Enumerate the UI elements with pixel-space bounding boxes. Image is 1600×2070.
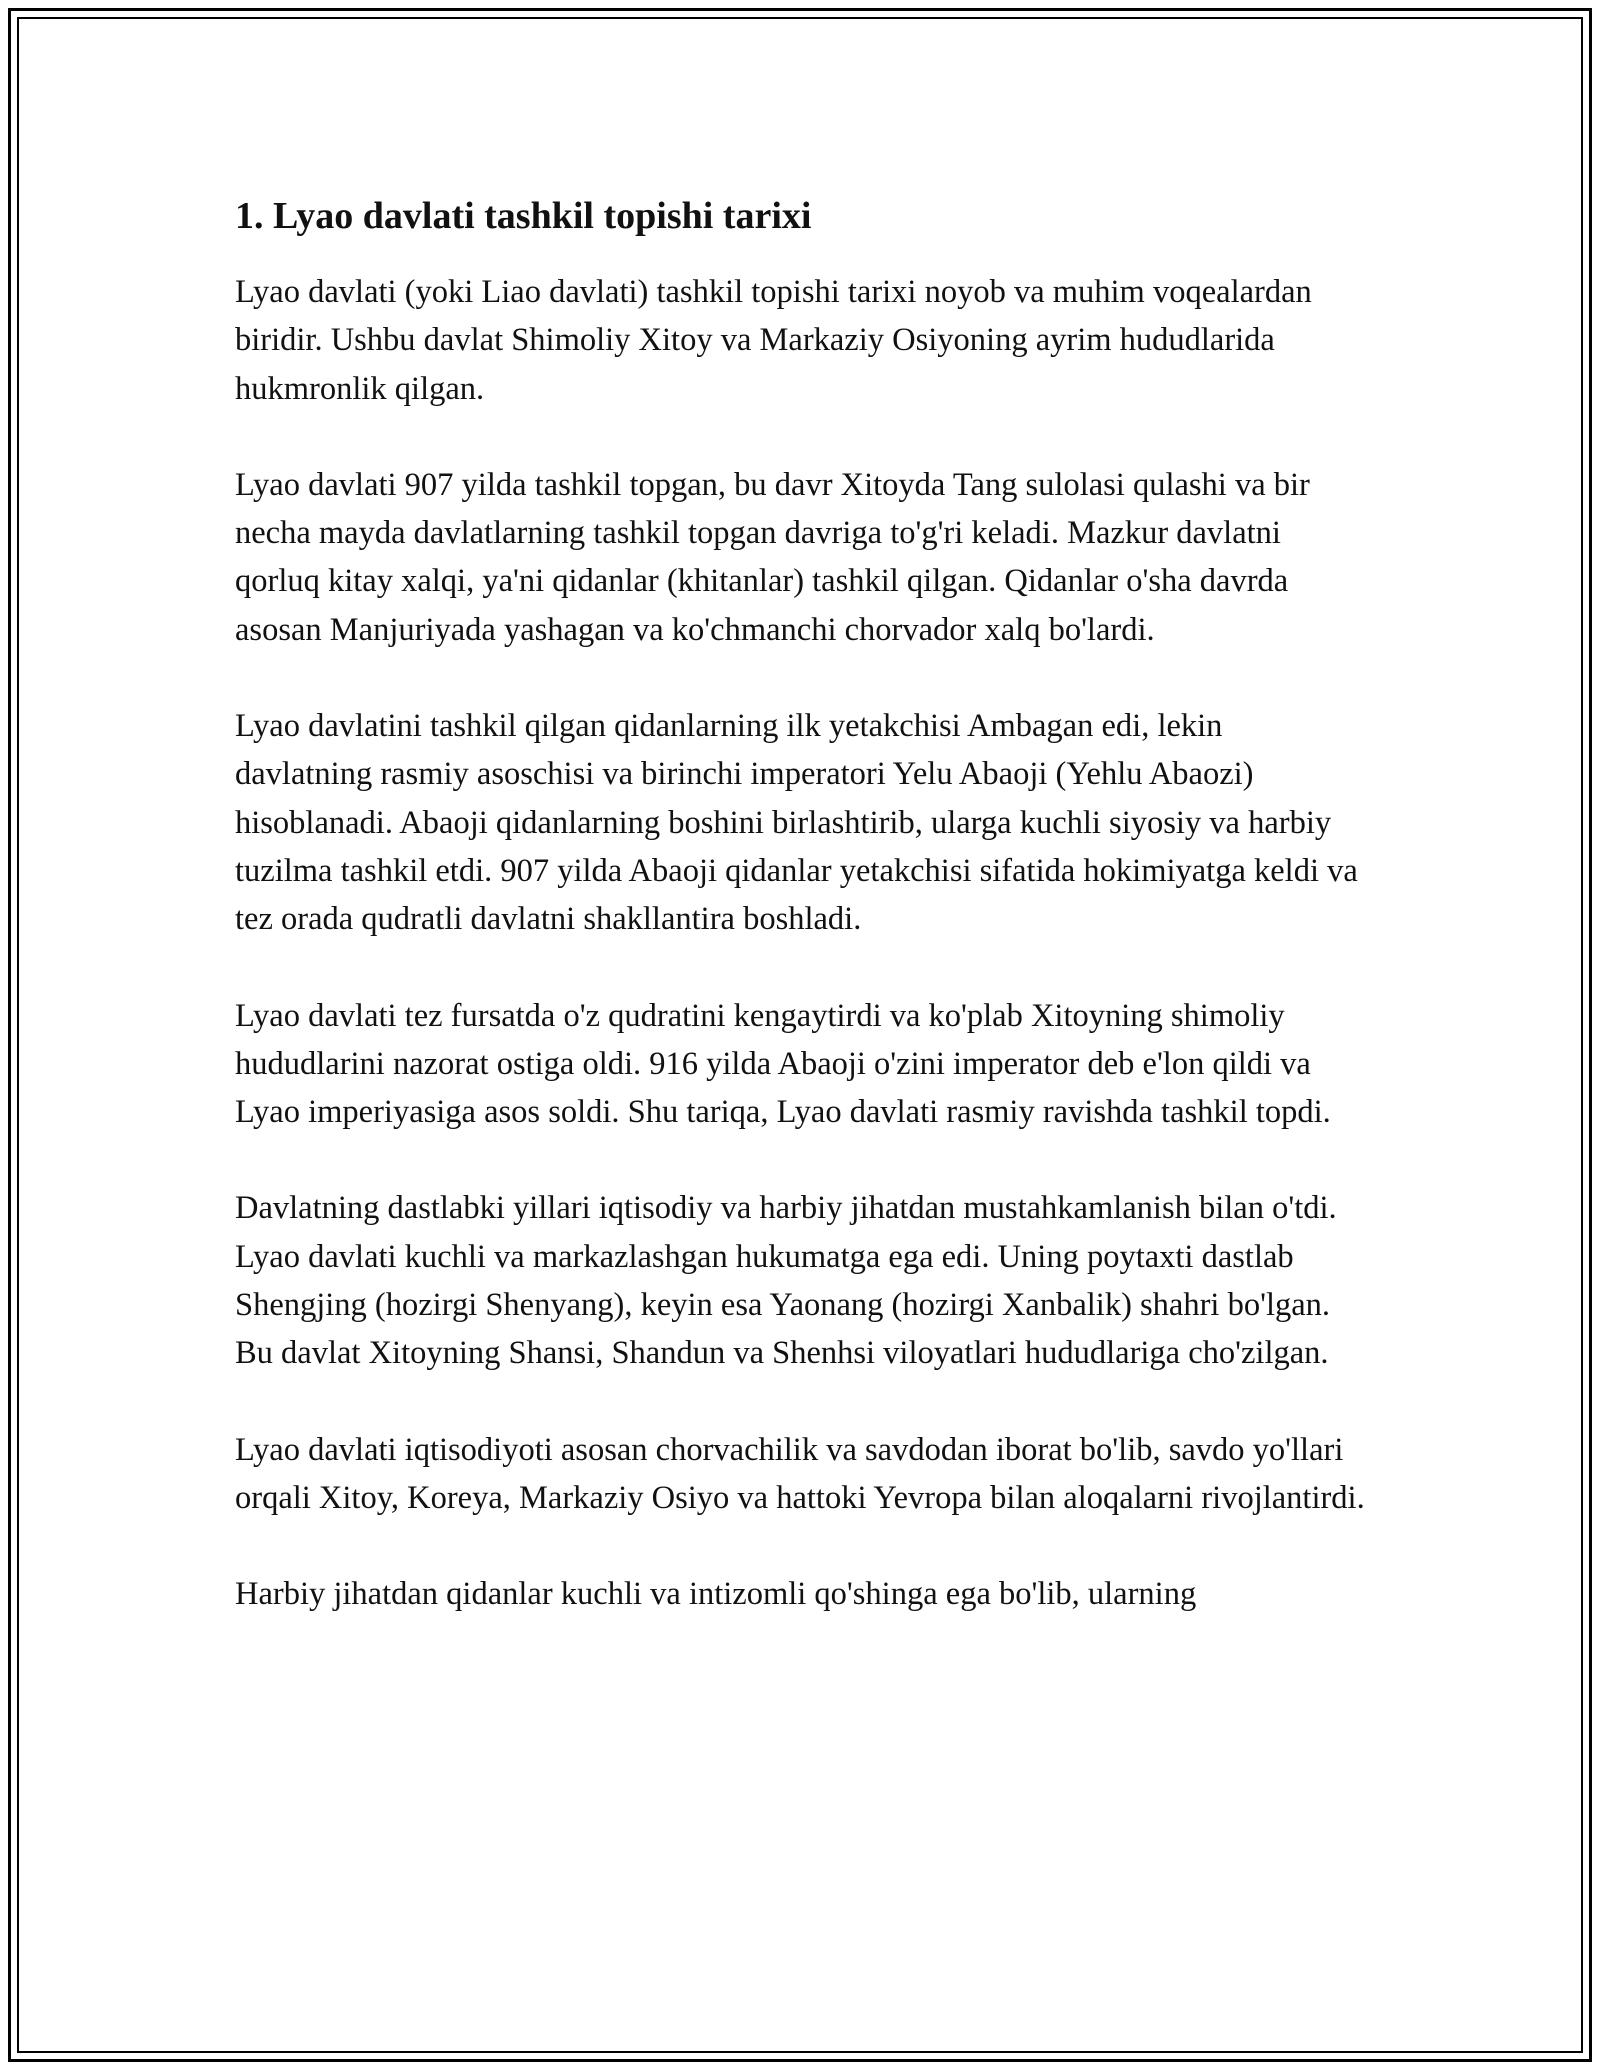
paragraph-5: Davlatning dastlabki yillari iqtisodiy va harbiy jihatdan mustahkamlanish bilan o'tdi. Lyao davlati kuchli va markazlashgan hukumatga ega edi. Uning poytaxti dastlab Shengjing (hozirgi Shenyang), keyin esa Yaonang (hozirgi Xanbalik) shahri bo'lgan. Bu davlat Xitoyning Shansi, Shandun va Shenhsi viloyatlari hududlariga cho'zilgan. xyxy=(235,1190,1337,1372)
section-heading: 1. Lyao davlati tashkil topishi tarixi xyxy=(235,195,812,237)
paragraph-2: Lyao davlati 907 yilda tashkil topgan, bu davr Xitoyda Tang sulolasi qulashi va bir necha mayda davlatlarning tashkil topgan davriga to'g'ri keladi. Mazkur davlatni qorluq kitay xalqi, ya'ni qidanlar (khitanlar) tashkil qilgan. Qidanlar o'sha davrda asosan Manjuriyada yashagan va ko'chmanchi chorvador xalq bo'lardi. xyxy=(235,466,1310,648)
paragraph-1: Lyao davlati (yoki Liao davlati) tashkil topishi tarixi noyob va muhim voqealardan biridir. Ushbu davlat Shimoliy Xitoy va Markaziy Osiyoning ayrim hududlarida hukmronlik qilgan. xyxy=(235,274,1312,407)
paragraph-6: Lyao davlati iqtisodiyoti asosan chorvachilik va savdodan iborat bo'lib, savdo yo'llari orqali Xitoy, Koreya, Markaziy Osiyo va hattoki Yevropa bilan aloqalarni rivojlantirdi. xyxy=(235,1431,1365,1516)
paragraph-7: Harbiy jihatdan qidanlar kuchli va intizomli qo'shinga ega bo'lib, ularning xyxy=(235,1576,1197,1613)
document-body xyxy=(235,190,1365,1667)
paragraph-3: Lyao davlatini tashkil qilgan qidanlarning ilk yetakchisi Ambagan edi, lekin davlatning rasmiy asoschisi va birinchi imperatori Yelu Abaoji (Yehlu Abaozi) hisoblanadi. Abaoji qidanlarning boshini birlashtirib, ularga kuchli siyosiy va harbiy tuzilma tashkil etdi. 907 yilda Abaoji qidanlar yetakchisi sifatida hokimiyatga keldi va tez orada qudratli davlatni shakllantira boshladi. xyxy=(235,708,1358,938)
paragraph-4: Lyao davlati tez fursatda o'z qudratini kengaytirdi va ko'plab Xitoyning shimoliy hududlarini nazorat ostiga oldi. 916 yilda Abaoji o'zini imperator deb e'lon qildi va Lyao imperiyasiga asos soldi. Shu tariqa, Lyao davlati rasmiy ravishda tashkil topdi. xyxy=(235,997,1331,1131)
